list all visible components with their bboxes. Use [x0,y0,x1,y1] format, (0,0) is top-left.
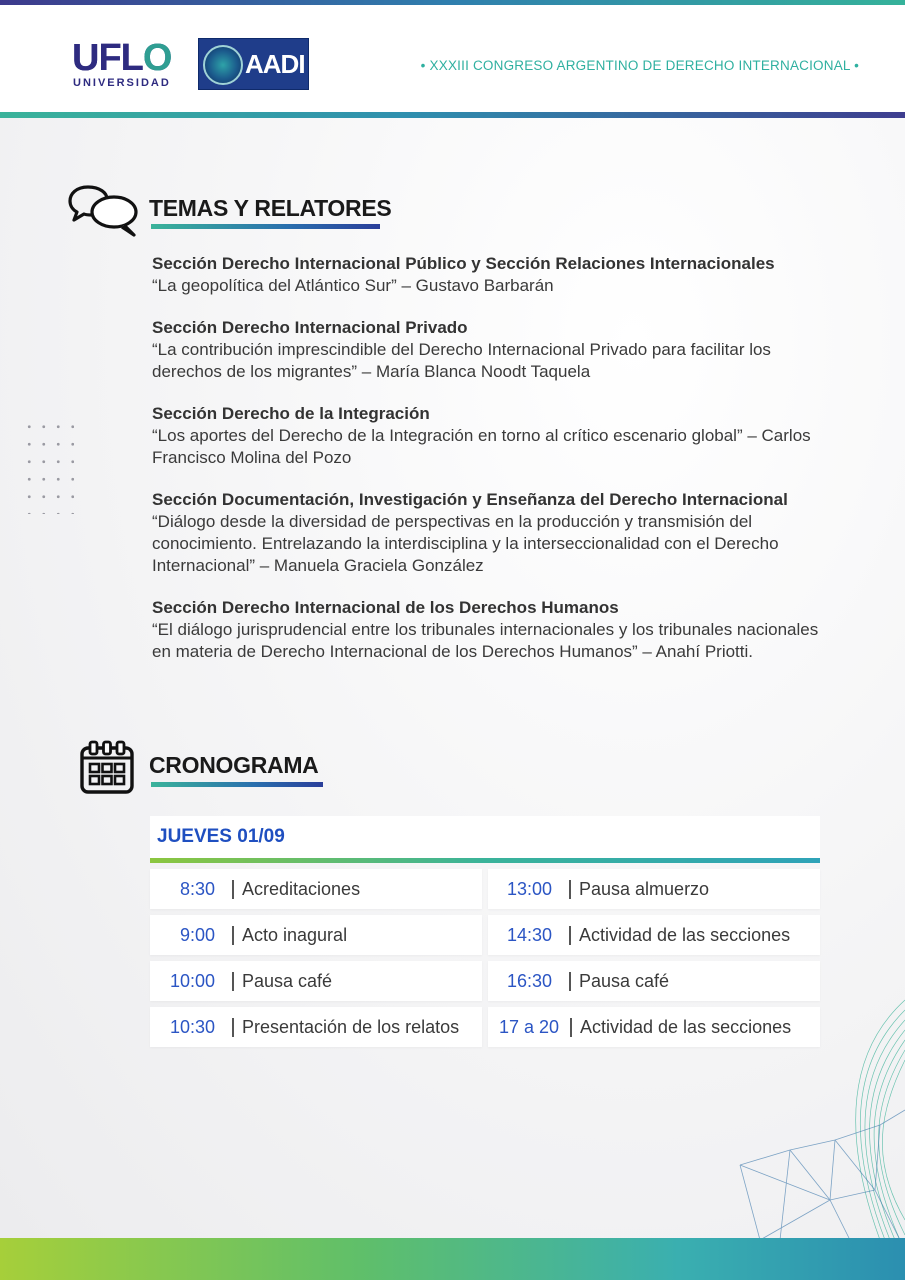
separator [569,926,571,945]
separator [570,1018,572,1037]
schedule-activity: Presentación de los relatos [242,1017,460,1037]
schedule-row [150,961,482,1001]
cronograma-title: CRONOGRAMA [149,752,319,778]
separator [232,926,234,945]
aadi-logo: AADI [198,38,309,90]
topic-text: “La contribución imprescindible del Derecho Internacional Privado para facilitar los derechos de los migrantes” – María Blanca Noodt Taquela [152,340,771,381]
schedule-row [150,1007,482,1047]
header-divider [0,112,905,118]
decorative-dots [22,418,74,514]
schedule-activity: Pausa café [242,971,333,991]
temas-underline [151,224,380,229]
schedule-activity: Pausa almuerzo [579,879,710,899]
schedule-row [488,869,820,909]
schedule-activity: Acto inagural [242,925,348,945]
day-label: JUEVES 01/09 [157,826,285,847]
schedule-time: 16:30 [506,971,552,991]
schedule-time: 8:30 [179,879,215,899]
separator [232,972,234,991]
schedule-activity: Acreditaciones [242,879,361,899]
schedule-time: 17 a 20 [498,1017,559,1037]
topic-heading: Sección Derecho Internacional Privado [152,318,468,337]
calendar-icon [80,740,134,794]
day-header [150,816,820,858]
schedule-activity: Actividad de las secciones [579,925,791,945]
separator [569,880,571,899]
topic-heading: Sección Derecho Internacional Público y Sección Relaciones Internacionales [152,254,775,273]
topic-item [152,317,832,383]
topic-item [152,253,832,297]
schedule-time: 13:00 [506,879,552,899]
topic-item [152,597,832,663]
congress-title: • XXXIII CONGRESO ARGENTINO DE DERECHO INTERNACIONAL • [420,58,859,73]
schedule-activity: Actividad de las secciones [580,1017,792,1037]
topic-heading: Sección Derecho Internacional de los Derechos Humanos [152,598,619,617]
topic-item [152,403,832,469]
topic-text: “La geopolítica del Atlántico Sur” – Gustavo Barbarán [152,276,554,295]
schedule-time: 14:30 [506,925,552,945]
topic-heading: Sección Documentación, Investigación y Enseñanza del Derecho Internacional [152,490,788,509]
schedule-time: 10:00 [169,971,215,991]
day-divider [150,858,820,863]
decorative-mesh [700,990,905,1240]
topic-item [152,489,832,577]
topic-text: “El diálogo jurisprudencial entre los tribunales internacionales y los tribunales nacionales en materia de Derecho Internacional de los Derechos Humanos” – Anahí Priotti. [152,620,819,661]
topic-heading: Sección Derecho de la Integración [152,404,430,423]
speech-bubbles-icon [68,184,140,240]
schedule-row [150,915,482,955]
globe-icon [203,45,243,85]
separator [232,1018,234,1037]
schedule-row [150,869,482,909]
schedule-activity: Pausa café [579,971,670,991]
header [0,5,905,113]
separator [569,972,571,991]
uflo-logo-subtitle: UNIVERSIDAD [73,77,171,89]
separator [232,880,234,899]
temas-title: TEMAS Y RELATORES [149,195,392,221]
topic-text: “Diálogo desde la diversidad de perspectivas en la producción y transmisión del conocimiento. Entrelazando la interdisciplina y la interseccionalidad con el Derecho Internacional” – Manuela Graciela González [152,512,779,575]
schedule-time: 10:30 [169,1017,215,1037]
uflo-logo: UFLO [72,37,172,79]
topics-list [152,253,832,683]
footer-bar [0,1238,905,1280]
topic-text: “Los aportes del Derecho de la Integración en torno al crítico escenario global” – Carlos Francisco Molina del Pozo [152,426,811,467]
schedule-time: 9:00 [179,925,215,945]
cronograma-underline [151,782,323,787]
schedule-row [488,915,820,955]
